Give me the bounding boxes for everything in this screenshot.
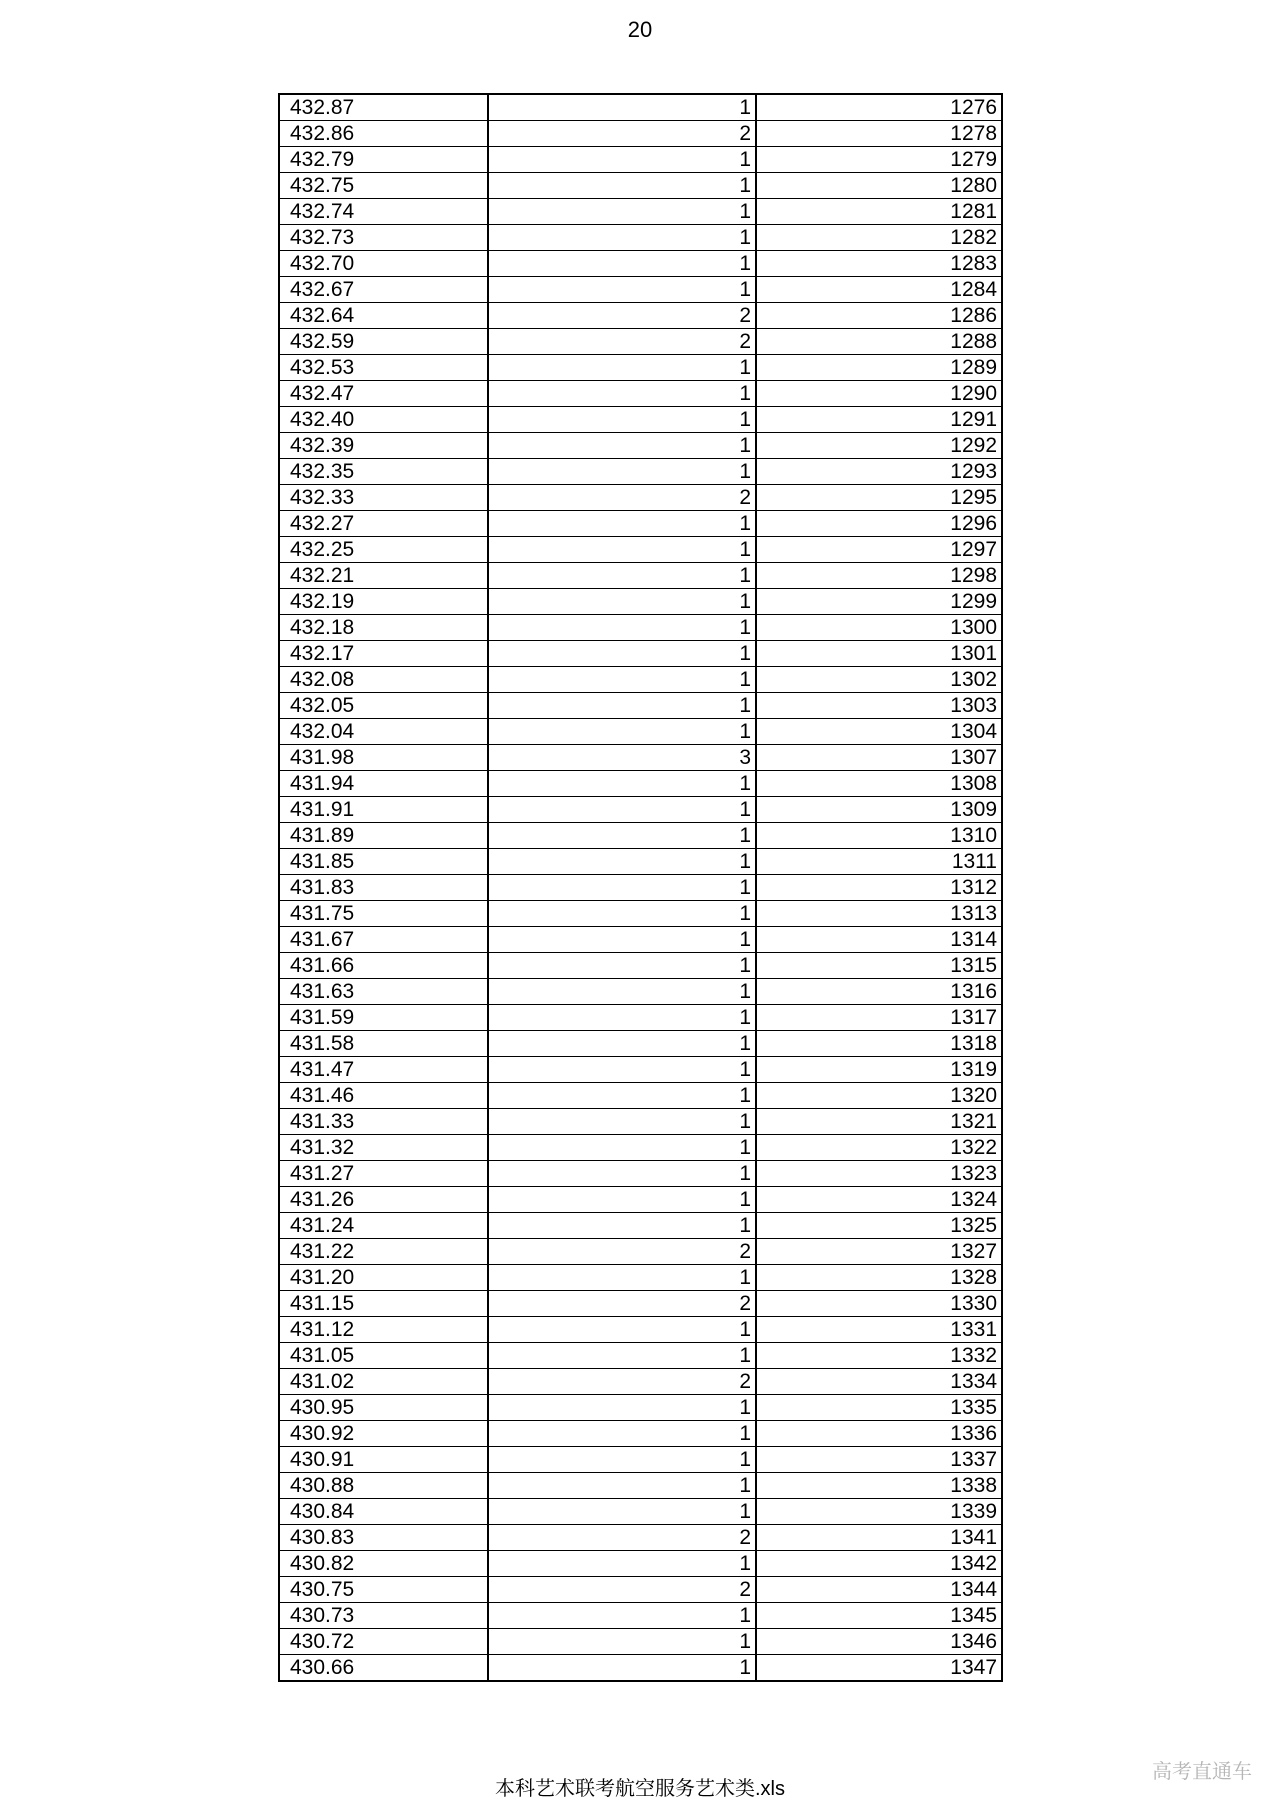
table-row [279,1343,1002,1369]
table-row [279,485,1002,511]
table-row [279,381,1002,407]
score-cell: 431.98 [279,745,488,771]
score-cell: 431.15 [279,1291,488,1317]
count-cell: 1 [488,1031,756,1057]
cumulative-cell: 1288 [756,329,1002,355]
table-row [279,537,1002,563]
cumulative-cell: 1315 [756,953,1002,979]
count-cell: 1 [488,693,756,719]
table-row [279,1369,1002,1395]
table-row [279,459,1002,485]
score-cell: 432.39 [279,433,488,459]
score-cell: 430.95 [279,1395,488,1421]
cumulative-cell: 1341 [756,1525,1002,1551]
cumulative-cell: 1337 [756,1447,1002,1473]
table-row [279,979,1002,1005]
count-cell: 1 [488,1161,756,1187]
cumulative-cell: 1280 [756,173,1002,199]
score-cell: 432.87 [279,94,488,121]
count-cell: 1 [488,251,756,277]
table-row [279,433,1002,459]
score-cell: 432.70 [279,251,488,277]
cumulative-cell: 1291 [756,407,1002,433]
count-cell: 1 [488,1421,756,1447]
score-cell: 430.75 [279,1577,488,1603]
count-cell: 3 [488,745,756,771]
count-cell: 2 [488,303,756,329]
count-cell: 1 [488,381,756,407]
table-row [279,589,1002,615]
table-row [279,1005,1002,1031]
table-row [279,1655,1002,1682]
score-cell: 432.67 [279,277,488,303]
table-row [279,1239,1002,1265]
cumulative-cell: 1344 [756,1577,1002,1603]
table-row [279,1083,1002,1109]
table-row [279,1525,1002,1551]
table-row [279,719,1002,745]
score-cell: 432.25 [279,537,488,563]
score-cell: 432.74 [279,199,488,225]
table-row [279,1421,1002,1447]
score-cell: 431.91 [279,797,488,823]
count-cell: 1 [488,173,756,199]
count-cell: 1 [488,1499,756,1525]
cumulative-cell: 1276 [756,94,1002,121]
table-row [279,693,1002,719]
score-cell: 432.53 [279,355,488,381]
score-cell: 432.18 [279,615,488,641]
count-cell: 1 [488,1447,756,1473]
cumulative-cell: 1282 [756,225,1002,251]
count-cell: 1 [488,225,756,251]
score-cell: 431.26 [279,1187,488,1213]
score-cell: 432.33 [279,485,488,511]
score-cell: 431.83 [279,875,488,901]
cumulative-cell: 1328 [756,1265,1002,1291]
cumulative-cell: 1325 [756,1213,1002,1239]
cumulative-cell: 1286 [756,303,1002,329]
table-row [279,1629,1002,1655]
score-cell: 432.40 [279,407,488,433]
count-cell: 1 [488,667,756,693]
score-cell: 431.94 [279,771,488,797]
table-row [279,121,1002,147]
count-cell: 2 [488,1291,756,1317]
table-row [279,771,1002,797]
score-cell: 431.33 [279,1109,488,1135]
cumulative-cell: 1345 [756,1603,1002,1629]
score-cell: 432.27 [279,511,488,537]
table-row [279,329,1002,355]
cumulative-cell: 1307 [756,745,1002,771]
count-cell: 1 [488,719,756,745]
table-row [279,1603,1002,1629]
cumulative-cell: 1317 [756,1005,1002,1031]
score-cell: 432.08 [279,667,488,693]
cumulative-cell: 1320 [756,1083,1002,1109]
score-cell: 431.89 [279,823,488,849]
cumulative-cell: 1322 [756,1135,1002,1161]
cumulative-cell: 1327 [756,1239,1002,1265]
score-cell: 431.85 [279,849,488,875]
score-cell: 430.84 [279,1499,488,1525]
cumulative-cell: 1321 [756,1109,1002,1135]
cumulative-cell: 1318 [756,1031,1002,1057]
table-row [279,563,1002,589]
cumulative-cell: 1279 [756,147,1002,173]
score-cell: 430.83 [279,1525,488,1551]
count-cell: 2 [488,121,756,147]
count-cell: 1 [488,147,756,173]
count-cell: 1 [488,875,756,901]
count-cell: 1 [488,1265,756,1291]
table-row [279,1213,1002,1239]
cumulative-cell: 1346 [756,1629,1002,1655]
cumulative-cell: 1303 [756,693,1002,719]
count-cell: 1 [488,1603,756,1629]
count-cell: 1 [488,407,756,433]
cumulative-cell: 1319 [756,1057,1002,1083]
cumulative-cell: 1311 [756,849,1002,875]
table-row [279,1109,1002,1135]
table-row [279,147,1002,173]
count-cell: 1 [488,433,756,459]
count-cell: 2 [488,1577,756,1603]
score-cell: 432.47 [279,381,488,407]
count-cell: 1 [488,953,756,979]
table-row [279,901,1002,927]
table-row [279,1161,1002,1187]
footer-filename: 本科艺术联考航空服务艺术类.xls [495,1778,785,1800]
count-cell: 1 [488,1655,756,1682]
table-row [279,1031,1002,1057]
table-row [279,303,1002,329]
cumulative-cell: 1342 [756,1551,1002,1577]
cumulative-cell: 1347 [756,1655,1002,1682]
table-row [279,1135,1002,1161]
count-cell: 1 [488,94,756,121]
count-cell: 1 [488,1187,756,1213]
score-cell: 431.05 [279,1343,488,1369]
cumulative-cell: 1290 [756,381,1002,407]
cumulative-cell: 1297 [756,537,1002,563]
count-cell: 1 [488,849,756,875]
score-cell: 432.04 [279,719,488,745]
score-cell: 431.46 [279,1083,488,1109]
cumulative-cell: 1335 [756,1395,1002,1421]
score-cell: 431.22 [279,1239,488,1265]
count-cell: 1 [488,1551,756,1577]
score-cell: 432.64 [279,303,488,329]
score-table-container [278,93,1003,1682]
table-row [279,407,1002,433]
cumulative-cell: 1298 [756,563,1002,589]
cumulative-cell: 1312 [756,875,1002,901]
count-cell: 1 [488,537,756,563]
score-cell: 431.75 [279,901,488,927]
count-cell: 1 [488,589,756,615]
score-cell: 432.59 [279,329,488,355]
score-cell: 431.59 [279,1005,488,1031]
score-cell: 430.91 [279,1447,488,1473]
score-cell: 432.19 [279,589,488,615]
table-row [279,745,1002,771]
score-cell: 431.32 [279,1135,488,1161]
cumulative-cell: 1300 [756,615,1002,641]
table-row [279,849,1002,875]
table-row [279,797,1002,823]
cumulative-cell: 1304 [756,719,1002,745]
cumulative-cell: 1284 [756,277,1002,303]
score-cell: 431.02 [279,1369,488,1395]
count-cell: 1 [488,615,756,641]
cumulative-cell: 1310 [756,823,1002,849]
table-row [279,1473,1002,1499]
watermark: 高考直通车 [1152,1761,1252,1783]
score-cell: 430.92 [279,1421,488,1447]
score-cell: 430.82 [279,1551,488,1577]
count-cell: 2 [488,1369,756,1395]
count-cell: 1 [488,1473,756,1499]
cumulative-cell: 1324 [756,1187,1002,1213]
count-cell: 2 [488,485,756,511]
score-cell: 432.05 [279,693,488,719]
score-cell: 431.58 [279,1031,488,1057]
count-cell: 1 [488,1135,756,1161]
score-cell: 432.73 [279,225,488,251]
table-row [279,1317,1002,1343]
table-row [279,823,1002,849]
count-cell: 1 [488,823,756,849]
score-cell: 430.66 [279,1655,488,1682]
count-cell: 1 [488,1213,756,1239]
count-cell: 1 [488,641,756,667]
table-row [279,641,1002,667]
cumulative-cell: 1309 [756,797,1002,823]
count-cell: 1 [488,459,756,485]
table-row [279,1551,1002,1577]
score-cell: 432.21 [279,563,488,589]
count-cell: 1 [488,797,756,823]
count-cell: 1 [488,1109,756,1135]
cumulative-cell: 1296 [756,511,1002,537]
table-row [279,277,1002,303]
score-cell: 431.66 [279,953,488,979]
table-row [279,511,1002,537]
cumulative-cell: 1339 [756,1499,1002,1525]
table-row [279,1395,1002,1421]
count-cell: 1 [488,1083,756,1109]
score-cell: 431.63 [279,979,488,1005]
score-table-body [279,94,1002,1681]
table-row [279,1187,1002,1213]
count-cell: 1 [488,901,756,927]
page-number: 20 [627,17,653,42]
score-table [278,93,1003,1682]
table-row [279,1291,1002,1317]
cumulative-cell: 1313 [756,901,1002,927]
score-cell: 431.12 [279,1317,488,1343]
count-cell: 1 [488,563,756,589]
table-row [279,1057,1002,1083]
score-cell: 430.72 [279,1629,488,1655]
table-row [279,667,1002,693]
count-cell: 2 [488,329,756,355]
table-row [279,1577,1002,1603]
score-cell: 432.75 [279,173,488,199]
cumulative-cell: 1293 [756,459,1002,485]
score-cell: 430.73 [279,1603,488,1629]
cumulative-cell: 1334 [756,1369,1002,1395]
count-cell: 1 [488,199,756,225]
table-row [279,199,1002,225]
score-cell: 431.47 [279,1057,488,1083]
count-cell: 1 [488,277,756,303]
cumulative-cell: 1292 [756,433,1002,459]
score-cell: 432.17 [279,641,488,667]
count-cell: 1 [488,511,756,537]
cumulative-cell: 1330 [756,1291,1002,1317]
cumulative-cell: 1299 [756,589,1002,615]
cumulative-cell: 1302 [756,667,1002,693]
table-row [279,875,1002,901]
table-row [279,615,1002,641]
count-cell: 1 [488,1629,756,1655]
cumulative-cell: 1323 [756,1161,1002,1187]
cumulative-cell: 1316 [756,979,1002,1005]
count-cell: 1 [488,979,756,1005]
count-cell: 1 [488,771,756,797]
cumulative-cell: 1278 [756,121,1002,147]
table-row [279,225,1002,251]
cumulative-cell: 1314 [756,927,1002,953]
table-row [279,94,1002,121]
count-cell: 1 [488,927,756,953]
score-cell: 431.24 [279,1213,488,1239]
cumulative-cell: 1331 [756,1317,1002,1343]
cumulative-cell: 1283 [756,251,1002,277]
count-cell: 2 [488,1525,756,1551]
count-cell: 1 [488,1317,756,1343]
score-cell: 432.86 [279,121,488,147]
cumulative-cell: 1332 [756,1343,1002,1369]
score-cell: 432.79 [279,147,488,173]
score-cell: 430.88 [279,1473,488,1499]
cumulative-cell: 1281 [756,199,1002,225]
count-cell: 1 [488,1005,756,1031]
cumulative-cell: 1295 [756,485,1002,511]
table-row [279,173,1002,199]
score-cell: 431.20 [279,1265,488,1291]
score-cell: 432.35 [279,459,488,485]
cumulative-cell: 1338 [756,1473,1002,1499]
count-cell: 1 [488,1057,756,1083]
table-row [279,953,1002,979]
cumulative-cell: 1336 [756,1421,1002,1447]
cumulative-cell: 1301 [756,641,1002,667]
cumulative-cell: 1289 [756,355,1002,381]
table-row [279,251,1002,277]
score-cell: 431.67 [279,927,488,953]
count-cell: 1 [488,1343,756,1369]
count-cell: 2 [488,1239,756,1265]
count-cell: 1 [488,1395,756,1421]
table-row [279,1265,1002,1291]
table-row [279,355,1002,381]
table-row [279,1499,1002,1525]
table-row [279,927,1002,953]
count-cell: 1 [488,355,756,381]
table-row [279,1447,1002,1473]
score-cell: 431.27 [279,1161,488,1187]
cumulative-cell: 1308 [756,771,1002,797]
